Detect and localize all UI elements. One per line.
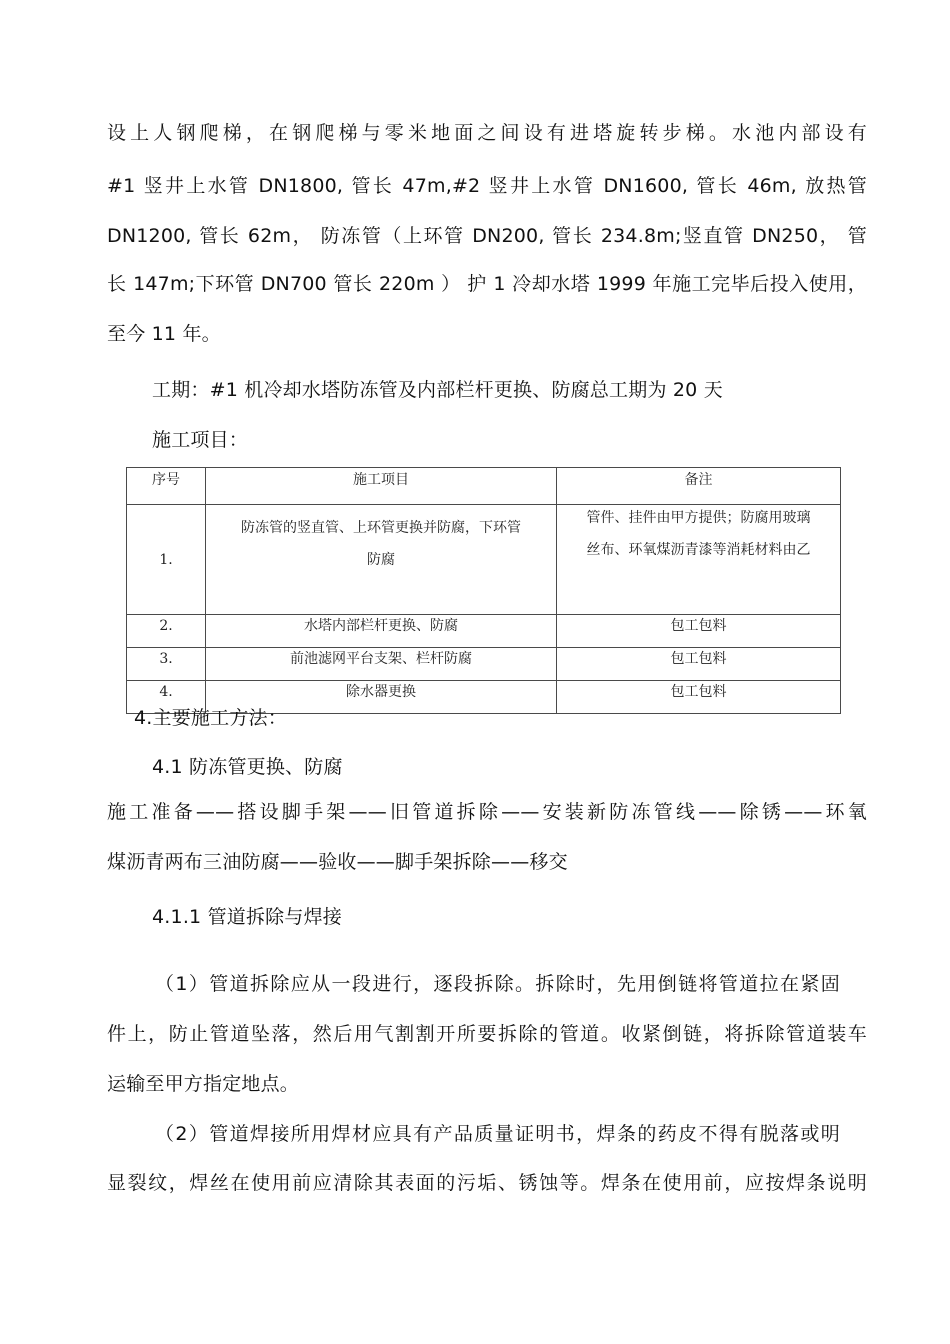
row-item-line: 防冻管的竖直管、上环管更换并防腐，下环管 [241,520,521,536]
row-note: 包工包料 [557,615,841,648]
paragraph-line: 设上人钢爬梯，在钢爬梯与零米地面之间设有进塔旋转步梯。水池内部设有 [107,122,867,144]
paragraph-line: DN1200, 管长 62m， 防冻管（上环管 DN200, 管长 234.8m;竖直管 DN250， 管 [107,225,867,247]
table-row [127,615,841,648]
paragraph-line: 运输至甲方指定地点。 [107,1073,300,1095]
section-4-1-1-heading: 4.1.1 管道拆除与焊接 [152,906,342,928]
row-no: 3. [127,648,206,681]
paragraph-line: 至今 11 年。 [107,323,221,345]
section-4-heading: 4.主要施工方法： [134,707,287,729]
paragraph-line: 件上，防止管道坠落，然后用气割割开所要拆除的管道。收紧倒链，将拆除管道装车 [107,1023,867,1045]
row-item [206,505,557,615]
row-note-line: 丝布、环氧煤沥青漆等消耗材料由乙 [586,542,811,558]
table-row [127,505,841,615]
paragraph-line: （1）管道拆除应从一段进行，逐段拆除。拆除时，先用倒链将管道拉在紧固 [155,973,840,995]
table-row [127,648,841,681]
row-note: 包工包料 [557,648,841,681]
flow-line: 施工准备——搭设脚手架——旧管道拆除——安装新防冻管线——除锈——环氧 [107,801,867,823]
paragraph-line: 显裂纹，焊丝在使用前应清除其表面的污垢、锈蚀等。焊条在使用前，应按焊条说明 [107,1172,867,1194]
row-item: 水塔内部栏杆更换、防腐 [206,615,557,648]
row-no: 4. [127,681,206,714]
header-note: 备注 [557,468,841,505]
row-item: 除水器更换 [206,681,557,714]
construction-items-table [126,467,841,714]
row-no: 2. [127,615,206,648]
header-no: 序号 [127,468,206,505]
section-4-1-heading: 4.1 防冻管更换、防腐 [152,756,343,778]
row-note-line: 管件、挂件由甲方提供；防腐用玻璃 [586,510,811,526]
schedule-text: 工期：#1 机冷却水塔防冻管及内部栏杆更换、防腐总工期为 20 天 [152,379,723,401]
row-no: 1. [127,505,206,615]
table-header-row [127,468,841,505]
row-note [557,505,841,615]
row-note: 包工包料 [557,681,841,714]
header-item: 施工项目 [206,468,557,505]
row-item: 前池滤网平台支架、栏杆防腐 [206,648,557,681]
paragraph-line: （2）管道焊接所用焊材应具有产品质量证明书，焊条的药皮不得有脱落或明 [155,1123,840,1145]
paragraph-line: 长 147m;下环管 DN700 管长 220m ） 护 1 冷却水塔 1999 年施工完毕后投入使用， [107,273,867,295]
flow-line: 煤沥青两布三油防腐——验收——脚手架拆除——移交 [107,851,568,873]
paragraph-line: #1 竖井上水管 DN1800, 管长 47m,#2 竖井上水管 DN1600, 管长 46m, 放热管 [107,175,867,197]
row-item-line: 防腐 [367,552,395,568]
items-title: 施工项目： [152,429,249,451]
